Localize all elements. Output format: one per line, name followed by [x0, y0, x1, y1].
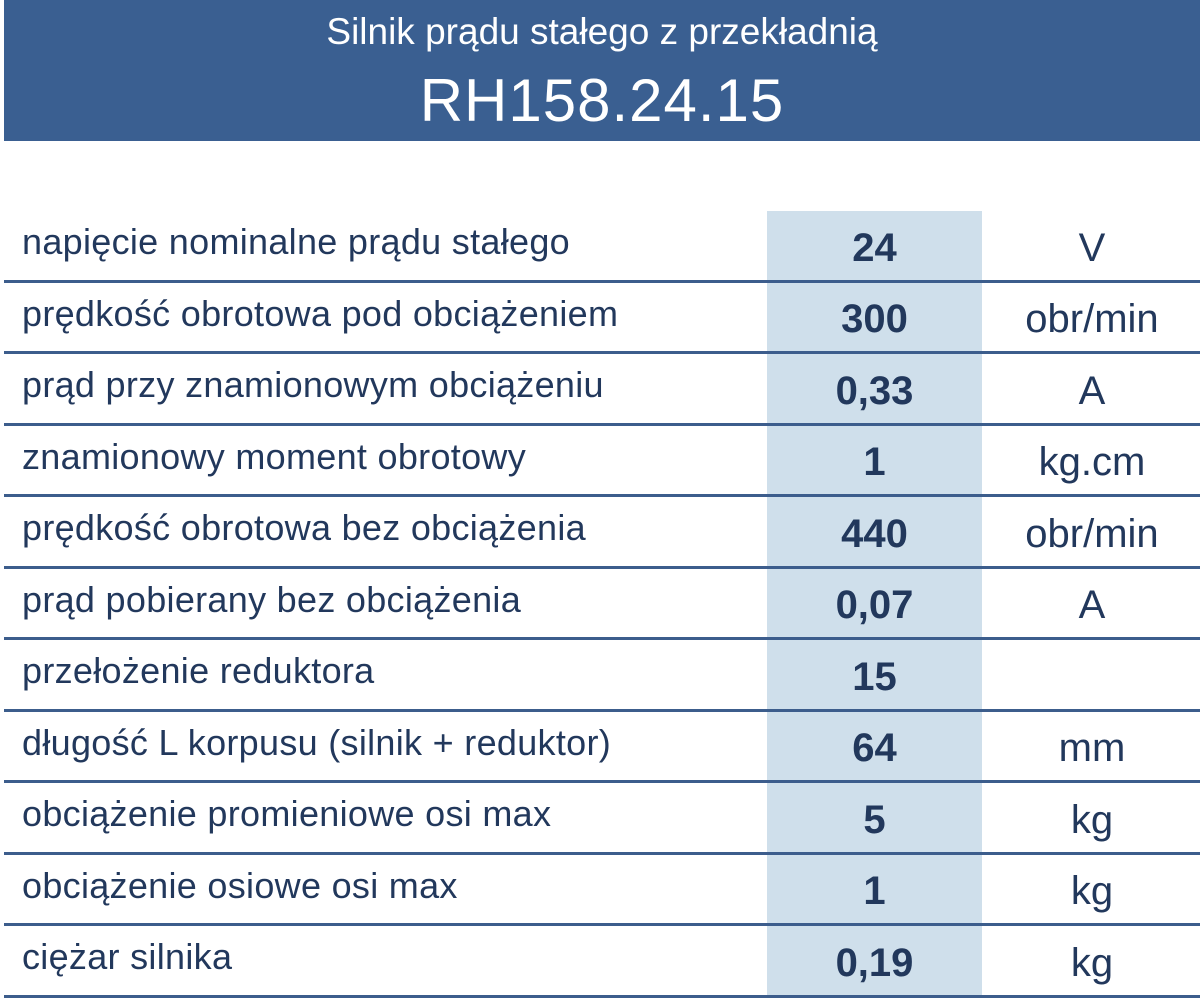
model-number: RH158.24.15: [419, 67, 785, 134]
spec-value: 0,19: [835, 940, 914, 985]
spec-value: 24: [852, 225, 897, 270]
spec-row: [4, 640, 1200, 712]
spec-row: [4, 283, 1200, 355]
spec-param: przełożenie reduktora: [22, 650, 375, 692]
spec-row: [4, 426, 1200, 498]
spec-value: 0,07: [835, 583, 914, 628]
spec-unit: obr/min: [1025, 511, 1159, 556]
spec-value: 1: [863, 440, 886, 485]
spec-param: obciążenie osiowe osi max: [22, 864, 458, 906]
spec-row: [4, 211, 1200, 283]
spec-param: prąd pobierany bez obciążenia: [22, 578, 522, 620]
spec-unit: kg: [1070, 797, 1114, 842]
spec-value: 5: [863, 797, 886, 842]
spec-param: prędkość obrotowa bez obciążenia: [22, 507, 586, 549]
spec-row: [4, 855, 1200, 927]
spec-param: ciężar silnika: [22, 936, 233, 978]
spec-unit: A: [1078, 583, 1106, 628]
spec-unit: [984, 640, 1200, 709]
spec-param: napięcie nominalne prądu stałego: [22, 221, 570, 263]
spec-row: [4, 569, 1200, 641]
spec-unit: V: [1078, 225, 1106, 270]
spec-unit: obr/min: [1025, 297, 1159, 342]
spec-row: [4, 926, 1200, 998]
spec-param: prąd przy znamionowym obciążeniu: [22, 364, 604, 406]
spec-value: 0,33: [835, 368, 914, 413]
product-subtitle: Silnik prądu stałego z przekładnią: [326, 11, 878, 52]
header-banner: [4, 0, 1200, 141]
spec-row: [4, 354, 1200, 426]
spec-row: [4, 497, 1200, 569]
spec-unit: kg: [1070, 869, 1114, 914]
spec-value: 15: [852, 654, 897, 699]
spec-param: znamionowy moment obrotowy: [22, 435, 527, 477]
spec-value: 300: [841, 297, 908, 342]
spec-value: 64: [852, 726, 897, 771]
spec-unit: A: [1078, 368, 1106, 413]
spec-unit: kg.cm: [1038, 440, 1146, 485]
spec-param: długość L korpusu (silnik + reduktor): [22, 721, 612, 763]
spec-param: obciążenie promieniowe osi max: [22, 793, 552, 835]
spec-table: [4, 211, 1200, 998]
spec-value: 440: [841, 511, 908, 556]
spec-unit: mm: [1058, 726, 1126, 771]
spec-row: [4, 712, 1200, 784]
spec-unit: kg: [1070, 940, 1114, 985]
spec-value: 1: [863, 869, 886, 914]
spec-row: [4, 783, 1200, 855]
spec-param: prędkość obrotowa pod obciążeniem: [22, 292, 619, 334]
